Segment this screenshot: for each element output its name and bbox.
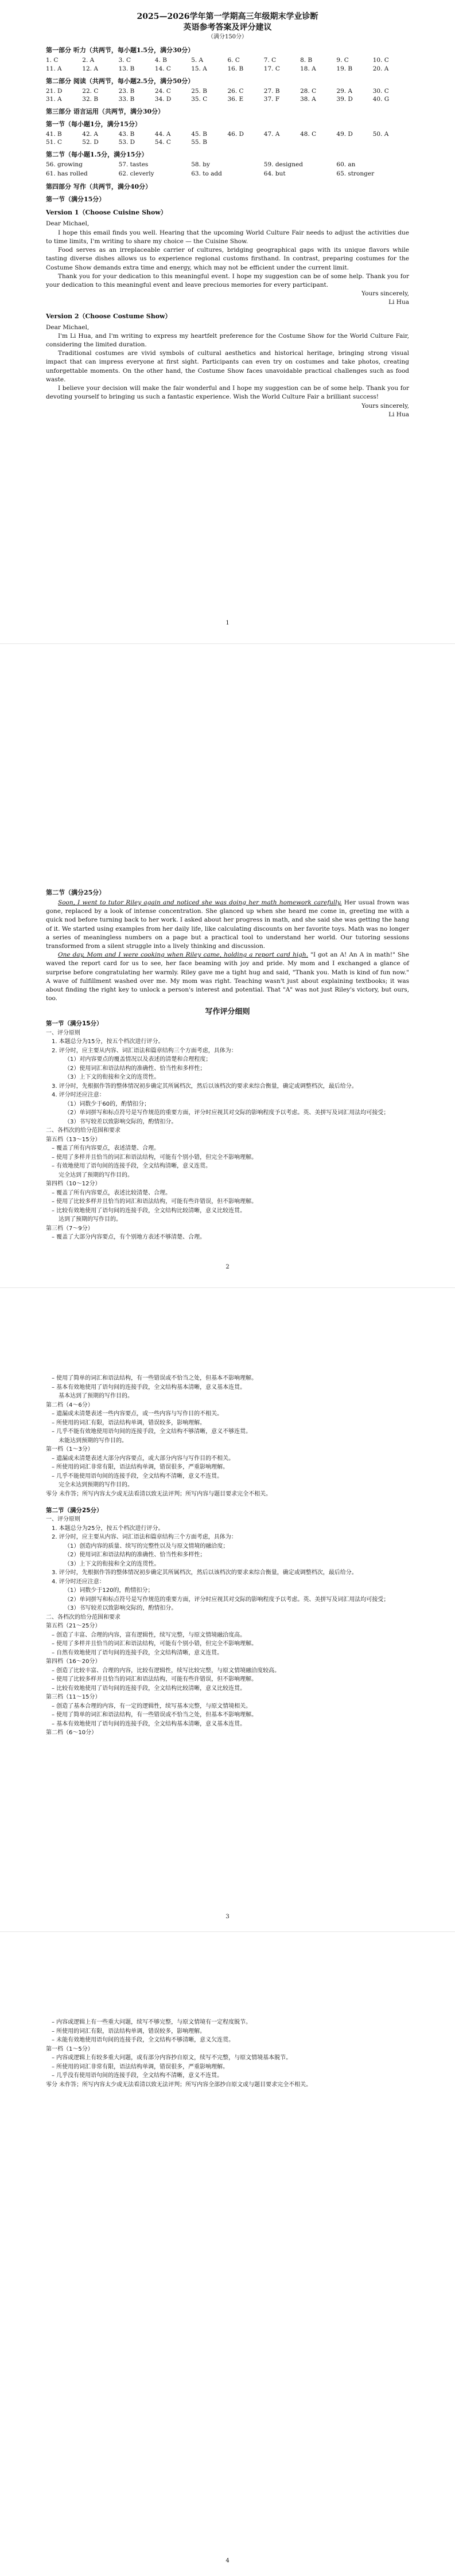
criteria-line: （1）对内容要点的覆盖情况以及表述的清楚和合理程度； bbox=[64, 1056, 212, 1063]
criteria-line: 第四档（10～12分） bbox=[46, 1181, 101, 1188]
page-number: 1 bbox=[225, 620, 230, 626]
part3-blank-answers bbox=[46, 161, 409, 179]
criteria-line: – 内容或逻辑上有一些重大问题，续写不够完整，与原文情境有一定程度脱节。 bbox=[52, 2019, 252, 2025]
criteria-line: 二、各档次的给分范围和要求 bbox=[46, 1614, 120, 1621]
answer-cell: 41. B bbox=[46, 130, 62, 138]
blank-answer: 58. by bbox=[191, 161, 210, 169]
criteria-line: 第一档（1～3分） bbox=[46, 1446, 94, 1453]
criteria-line: – 所使用的词汇非常有限，语法结构单调，错误很多，严重影响理解。 bbox=[52, 2063, 229, 2070]
criteria-line: 零分 未作答；所写内容太少或无法看清以致无法评判；所写内容全部抄自原文或与题目要求完全不相关。 bbox=[46, 2081, 312, 2088]
document-subtitle-heading: 英语参考答案及评分建议 bbox=[183, 22, 272, 32]
criteria-line: 二、各档次的给分范围和要求 bbox=[46, 1127, 120, 1134]
answer-cell: 33. B bbox=[118, 96, 135, 103]
answer-cell: 15. A bbox=[191, 65, 207, 72]
answer-cell: 24. C bbox=[154, 87, 171, 95]
answer-cell: 4. B bbox=[154, 57, 167, 64]
letter-salutation: Dear Michael, bbox=[46, 220, 90, 228]
blank-answer: 56. growing bbox=[46, 161, 83, 169]
blank-answer: 62. cleverly bbox=[118, 170, 154, 177]
criteria-line: 第二档（4～6分） bbox=[46, 1402, 94, 1408]
page-4-content bbox=[46, 2018, 409, 2089]
full-score-note: （满分150分） bbox=[207, 33, 248, 40]
criteria-line: – 遗漏或未清楚表述大部分内容要点，或大部分内容与写作目的不相关。 bbox=[52, 1455, 235, 1462]
answer-cell: 20. A bbox=[372, 65, 389, 72]
letter-paragraph: Food serves as an irreplaceable carrier of cultures, bridging geographical gaps with its unique flavors while tasting diverse dishes allows us to experience regional customs firsthand. In contrast, preparing costumes for the Costume Show demands extra time and energy, which may not be efficient under the current limit. bbox=[46, 247, 409, 271]
criteria-line: – 基本有效地使用了语句间的连接手段，全文结构基本清晰，意义基本连贯。 bbox=[52, 1720, 246, 1727]
criteria-line: （3）书写较差以致影响交际的，酌情扣分。 bbox=[64, 1605, 177, 1612]
criteria-line: 第二档（6～10分） bbox=[46, 1730, 98, 1736]
blank-answer: 59. designed bbox=[263, 161, 303, 169]
answer-cell: 6. C bbox=[227, 57, 240, 64]
page-number: 3 bbox=[225, 1914, 230, 1920]
part3-heading: 第三部分 语言运用（共两节，满分30分） bbox=[46, 107, 165, 115]
criteria-line: – 未能有效地使用语句间的连接手段，全文结构不够清晰，意义欠连贯。 bbox=[52, 2037, 235, 2043]
answer-cell: 30. C bbox=[372, 87, 389, 95]
answer-cell: 7. C bbox=[263, 57, 277, 64]
answer-cell: 35. C bbox=[191, 96, 208, 103]
criteria-line: 第一档（1～5分） bbox=[46, 2046, 94, 2052]
answer-cell: 51. C bbox=[46, 139, 63, 146]
page-2-content bbox=[46, 885, 409, 1242]
answer-cell: 37. F bbox=[263, 96, 280, 103]
criteria-line: – 覆盖了所有内容要点，表述比较清楚、合理。 bbox=[52, 1189, 172, 1196]
answer-cell: 50. A bbox=[372, 130, 389, 138]
answer-cell: 28. C bbox=[300, 87, 317, 95]
criteria-line: – 所使用的词汇有限，语法结构单调，错误较多，影响理解。 bbox=[52, 2028, 206, 2035]
blank-answer: 61. has rolled bbox=[46, 170, 88, 177]
criteria-line: 零分 未作答；所写内容太少或无法看清以致无法评判；所写内容与题目要求完全不相关。 bbox=[46, 1490, 272, 1497]
answer-cell: 5. A bbox=[191, 57, 204, 64]
part1-answers bbox=[46, 56, 409, 73]
criteria-line: （2）单词拼写和标点符号是写作规范的重要方面，评分时应视其对交际的影响程度予以考虑。英、美拼写及词汇用法均可接受； bbox=[64, 1110, 390, 1117]
criteria-line: – 创造了比较丰富、合理的内容，比较有逻辑性，续写比较完整，与原文情境融洽度较高。 bbox=[52, 1667, 281, 1674]
letter-signature: Li Hua bbox=[388, 411, 409, 418]
criteria-line: 1. 本题总分为15分，按五个档次进行评分。 bbox=[52, 1039, 164, 1045]
answer-cell: 18. A bbox=[300, 65, 316, 72]
document-title: 2025—2026学年第一学期高三年级期末学业诊断 bbox=[137, 12, 318, 21]
answer-cell: 32. B bbox=[82, 96, 99, 103]
criteria-line: （3）书写较差以致影响交际的，酌情扣分。 bbox=[64, 1118, 177, 1125]
answer-cell: 29. A bbox=[336, 87, 353, 95]
criteria-title: 写作评分细则 bbox=[205, 1007, 250, 1016]
page-1 bbox=[0, 0, 455, 644]
page-3 bbox=[0, 1288, 455, 1932]
criteria-line: 2. 评分时，应主要从内容、词汇语法和篇章结构三个方面考虑，具体为： bbox=[52, 1534, 237, 1541]
criteria-line: 一、评分原则 bbox=[46, 1516, 80, 1523]
criteria-line: – 比较有效地使用了语句间的连接手段，全文结构比较清晰，意义比较连贯。 bbox=[52, 1207, 246, 1214]
answer-cell: 22. C bbox=[82, 87, 99, 95]
answer-cell: 17. C bbox=[263, 65, 280, 72]
criteria-line: （3）上下文的衔接和全文的连贯性。 bbox=[64, 1560, 160, 1567]
part1-heading: 第一部分 听力（共两节，每小题1.5分，满分30分） bbox=[46, 46, 195, 54]
criteria-line: 1. 本题总分为25分，按五个档次进行评分。 bbox=[52, 1525, 164, 1532]
answer-cell: 45. B bbox=[191, 130, 207, 138]
answer-cell: 10. C bbox=[372, 57, 389, 64]
letter-paragraph: I hope this email finds you well. Hearing that the upcoming World Culture Fair needs to adjust the activities due to time limits, I'm writing to share my choice — the Cuisine Show. bbox=[46, 229, 409, 245]
part2-answers bbox=[46, 87, 409, 104]
paragraph-body: Her usual frown was gone, replaced by a look of intense concentration. She glanced up when she heard me come in, greeting me with a quick nod before turning back to her work. I asked about her progress in math, and she said she was getting the hang of it. We started using examples from her daily life, like calculating discounts on her favorite toys. Math was no longer a series of meaningless numbers on a page but a practical tool to understand her world. Our tutoring sessions transformed from a silent struggle into a lively thinking and discussion. bbox=[46, 899, 409, 950]
blank-answer: 63. to add bbox=[191, 170, 222, 177]
criteria-line: 第四档（16～20分） bbox=[46, 1658, 101, 1665]
version2-letter bbox=[46, 323, 409, 419]
criteria-line: （3）上下文的衔接和全文的连贯性。 bbox=[64, 1074, 160, 1081]
answer-cell: 42. A bbox=[82, 130, 98, 138]
answer-cell: 21. D bbox=[46, 87, 63, 95]
answer-cell: 44. A bbox=[154, 130, 171, 138]
criteria-line: – 使用了比较多样并且恰当的词汇和语法结构，可能有些许错误，但不影响理解。 bbox=[52, 1199, 258, 1205]
criteria-line: （2）单词拼写和标点符号是写作规范的重要方面，评分时应视其对交际的影响程度予以考虑。英、美拼写及词汇用法均可接受； bbox=[64, 1596, 390, 1603]
answer-cell: 13. B bbox=[118, 65, 135, 72]
answer-cell: 49. D bbox=[336, 130, 353, 138]
letter-closing: Yours sincerely, bbox=[361, 402, 409, 409]
criteria-line: – 比较有效地使用了语句间的连接手段，全文结构比较清晰，意义比较连贯。 bbox=[52, 1685, 246, 1692]
answer-cell: 47. A bbox=[263, 130, 280, 138]
criteria-line: – 创造了基本合理的内容，有一定的逻辑性，续写基本完整，与原文情境相关。 bbox=[52, 1703, 252, 1709]
page-3-content bbox=[46, 1374, 409, 1738]
criteria-line: – 使用了多样并且恰当的词汇和语法结构，可能有个别小错，但完全不影响理解。 bbox=[52, 1154, 258, 1161]
answer-cell: 52. D bbox=[82, 139, 99, 146]
criteria-line: – 所使用的词汇有限，语法结构单调，错误较多，影响理解。 bbox=[52, 1419, 206, 1426]
criteria-line: 达到了预期的写作目的。 bbox=[59, 1216, 122, 1223]
page-number: 4 bbox=[225, 2558, 230, 2564]
criteria-line: 一、评分原则 bbox=[46, 1029, 80, 1036]
criteria-line: 完全达到了预期的写作目的。 bbox=[59, 1172, 133, 1178]
version1-letter bbox=[46, 220, 409, 307]
letter-paragraph: I believe your decision will make the fair wonderful and I hope my suggestion can be of some help. Thank you for devoting yourself to bringing us such a fantastic experience. Wish the World Culture Fair a brilliant success! bbox=[46, 385, 409, 401]
criteria-line: – 使用了比较多样并且恰当的词汇和语法结构，可能有些许错误，但不影响理解。 bbox=[52, 1676, 258, 1683]
criteria-line: – 创造了丰富、合理的内容，富有逻辑性，续写完整，与原文情境融洽度高。 bbox=[52, 1632, 246, 1638]
answer-cell: 43. B bbox=[118, 130, 135, 138]
paragraph-lead-sentence: One day, Mom and I were cooking when Riley came, holding a report card high. bbox=[58, 951, 308, 959]
criteria-line: 第三档（11～15分） bbox=[46, 1694, 101, 1701]
part2-heading: 第二部分 阅读（共两节，每小题2.5分，满分50分） bbox=[46, 77, 195, 85]
letter-paragraph: Thank you for your dedication to this meaningful event. I hope my suggestion can be of some help. Thank you for your dedication to this meaningful event and leave precious memories for every participant. bbox=[46, 272, 409, 288]
answer-cell: 9. C bbox=[336, 57, 349, 64]
answer-cell: 55. B bbox=[191, 139, 207, 146]
criteria-line: – 覆盖了所有内容要点，表述清楚、合理。 bbox=[52, 1145, 160, 1152]
answer-cell: 36. E bbox=[227, 96, 244, 103]
criteria-line: （1）词数少于60的，酌情扣分； bbox=[64, 1100, 150, 1107]
answer-cell: 19. B bbox=[336, 65, 353, 72]
blank-answer: 65. stronger bbox=[336, 170, 375, 177]
answer-cell: 23. B bbox=[118, 87, 135, 95]
story-paragraph-2 bbox=[46, 951, 409, 1003]
page-2 bbox=[0, 644, 455, 1288]
page-number: 2 bbox=[225, 1264, 230, 1270]
part3-answers bbox=[46, 130, 409, 147]
letter-paragraph: Traditional costumes are vivid symbols of cultural aesthetics and historical heritage, bringing strong visual impact that can impress everyone at first sight. Participants can even try on costumes and take photos, creating unforgettable moments. On the other hand, the Costume Show faces unavoidable practical challenges such as food waste. bbox=[46, 350, 409, 383]
criteria-line: – 使用了简单的词汇和语法结构，有一些错误或不恰当之处，但基本不影响理解。 bbox=[52, 1375, 258, 1381]
letter-signature: Li Hua bbox=[388, 299, 409, 306]
answer-cell: 53. D bbox=[118, 139, 135, 146]
criteria-section1-list bbox=[46, 1029, 409, 1242]
criteria-line: – 覆盖了大部分内容要点，有个别地方表述不够清楚、合理。 bbox=[52, 1234, 206, 1241]
answer-cell: 12. A bbox=[82, 65, 98, 72]
criteria-line: – 内容或逻辑上有较多重大问题，或有部分内容抄自原文，续写不完整，与原文情境基本脱节。 bbox=[52, 2055, 292, 2061]
criteria-line: 未能达到预期的写作目的。 bbox=[59, 1437, 127, 1444]
answer-cell: 14. C bbox=[154, 65, 171, 72]
criteria-line: – 有效地使用了语句间的连接手段，全文结构清晰，意义连贯。 bbox=[52, 1163, 212, 1170]
blank-answer: 64. but bbox=[263, 170, 286, 177]
part4-section1-heading: 第一节（满分15分） bbox=[46, 195, 106, 203]
answer-cell: 40. G bbox=[372, 96, 390, 103]
criteria-line: 3. 评分时，先根据作答的整体情况初步确定其所属档次，然后以该档次的要求来综合衡量，确定或调整档次，最后给分。 bbox=[52, 1083, 357, 1090]
letter-closing: Yours sincerely, bbox=[361, 290, 409, 298]
story-paragraph-1 bbox=[46, 899, 409, 951]
criteria-line: – 遗漏或未清楚表述一些内容要点，或一些内容与写作目的不相关。 bbox=[52, 1411, 223, 1417]
answer-cell: 27. B bbox=[263, 87, 280, 95]
answer-cell: 48. C bbox=[300, 130, 317, 138]
criteria-line: 完全未达到预期的写作目的。 bbox=[59, 1482, 133, 1488]
answer-cell: 16. B bbox=[227, 65, 244, 72]
answer-cell: 3. C bbox=[118, 57, 131, 64]
paragraph-lead-sentence: Soon, I went to tutor Riley again and noticed she was doing her math homework carefully. bbox=[58, 899, 342, 906]
page-4 bbox=[0, 1932, 455, 2576]
version1-title: Version 1（Choose Cuisine Show） bbox=[46, 209, 167, 217]
criteria-line: – 使用了简单的词汇和语法结构，有一些错误或不恰当之处，但基本不影响理解。 bbox=[52, 1712, 258, 1719]
criteria-line: （1）创造内容的质量、续写的完整性以及与原文情境的融洽度； bbox=[64, 1543, 229, 1549]
criteria-line: 4. 评分时还应注意： bbox=[52, 1092, 105, 1099]
blank-answer: 57. tastes bbox=[118, 161, 149, 169]
part3-section2-heading: 第二节（每小题1.5分，满分15分） bbox=[46, 151, 148, 159]
criteria-line: 第三档（7～9分） bbox=[46, 1225, 94, 1232]
criteria-line: 第五档（21～25分） bbox=[46, 1623, 101, 1630]
criteria-line: – 几乎不能有效地使用语句间的连接手段，全文结构不够清晰，意义不够连贯。 bbox=[52, 1428, 252, 1435]
answer-cell: 8. B bbox=[300, 57, 313, 64]
criteria-line: – 使用了多样并且恰当的词汇和语法结构，可能有个别小错，但完全不影响理解。 bbox=[52, 1641, 258, 1648]
answer-cell: 2. A bbox=[82, 57, 95, 64]
criteria-section1-heading: 第一节（满分15分） bbox=[46, 1020, 103, 1028]
criteria-line: – 几乎没有使用语句间的连接手段，全文结构不清晰，意义不连贯。 bbox=[52, 2072, 223, 2079]
part3-section1-heading: 第一节（每小题1分，满分15分） bbox=[46, 120, 141, 128]
page-1-content bbox=[46, 11, 409, 419]
criteria-line: 第五档（13～15分） bbox=[46, 1136, 101, 1143]
criteria-line: 3. 评分时，先根据作答的整体情况初步确定其所属档次，然后以该档次的要求来综合衡量，确定或调整档次，最后给分。 bbox=[52, 1570, 357, 1576]
criteria-section2-list bbox=[46, 1515, 409, 1738]
writing-section2-heading: 第二节（满分25分） bbox=[46, 889, 106, 896]
criteria-section1-continued bbox=[46, 1374, 409, 1498]
answer-cell: 39. D bbox=[336, 96, 353, 103]
part4-heading: 第四部分 写作（共两节，满分40分） bbox=[46, 182, 152, 190]
letter-salutation: Dear Michael, bbox=[46, 323, 90, 331]
answer-cell: 1. C bbox=[46, 57, 59, 64]
criteria-line: 基本达到了预期的写作目的。 bbox=[59, 1393, 133, 1399]
criteria-line: 4. 评分时还应注意： bbox=[52, 1578, 105, 1585]
criteria-line: – 所使用的词汇非常有限，语法结构单调，错误很多，严重影响理解。 bbox=[52, 1464, 229, 1470]
criteria-line: （2）使用词汇和语法结构的准确性、恰当性和多样性； bbox=[64, 1065, 206, 1072]
version2-title: Version 2（Choose Costume Show） bbox=[46, 312, 172, 320]
answer-cell: 46. D bbox=[227, 130, 244, 138]
criteria-section2-continued bbox=[46, 2018, 409, 2089]
answer-cell: 25. B bbox=[191, 87, 207, 95]
answer-cell: 26. C bbox=[227, 87, 244, 95]
letter-paragraph: I'm Li Hua, and I'm writing to express my heartfelt preference for the Costume Show for the World Culture Fair, considering the limited duration. bbox=[46, 332, 409, 348]
criteria-line: （1）词数少于120的，酌情扣分； bbox=[64, 1587, 154, 1594]
criteria-line: – 几乎不能使用语句间的连接手段，全文结构不清晰，意义不连贯。 bbox=[52, 1473, 223, 1480]
answer-cell: 31. A bbox=[46, 96, 62, 103]
answer-cell: 54. C bbox=[154, 139, 171, 146]
answer-cell: 38. A bbox=[300, 96, 316, 103]
paragraph-body: "I got an A! An A in math!" She waved the report card for us to see, her face beaming with joy and pride. My mom and I exchanged a glance of surprise before congratulating her warmly. Riley gave me a tight hug and said, "Thank you. Math is kind of fun now." A wave of fulfillment washed over me. My mom was right. Teaching wasn't just about explaining textbooks; it was about finding the right key to unlock a person's interest and potential. That "A" was not just Riley's victory, but ours, too. bbox=[46, 951, 409, 1002]
criteria-line: – 基本有效地使用了语句间的连接手段，全文结构基本清晰，意义基本连贯。 bbox=[52, 1384, 246, 1391]
criteria-section2-heading: 第二节（满分25分） bbox=[46, 1507, 103, 1514]
criteria-line: – 自然有效地使用了语句间的连接手段，全文结构清晰，意义连贯。 bbox=[52, 1649, 223, 1656]
answer-cell: 11. A bbox=[46, 65, 62, 72]
blank-answer: 60. an bbox=[336, 161, 356, 169]
answer-cell: 34. D bbox=[154, 96, 172, 103]
criteria-line: 2. 评分时，应主要从内容、词汇语法和篇章结构三个方面考虑，具体为： bbox=[52, 1047, 237, 1054]
criteria-line: （2）使用词汇和语法结构的准确性、恰当性和多样性； bbox=[64, 1552, 206, 1559]
